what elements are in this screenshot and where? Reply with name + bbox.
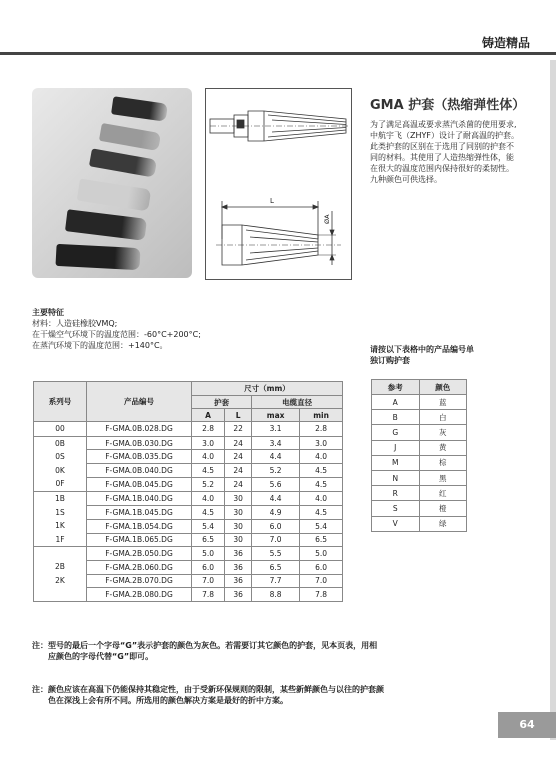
series-value: 0F [55,479,65,489]
color-ref-cell: J [372,440,420,455]
color-row [372,455,467,470]
min-cell: 4.0 [300,450,343,464]
table-row [34,436,343,450]
description-line: 此类护套的区别在于选用了同别的护套不 [370,142,514,151]
code-cell: F-GMA.1B.045.DG [87,505,192,519]
note-1 [32,640,512,662]
l-cell: 30 [225,505,252,519]
sleeve-5 [65,209,147,241]
col-cable-diameter: 电缆直径 [252,396,343,409]
color-color-cell: 绿 [419,516,467,531]
l-cell: 36 [225,547,252,561]
description-line: 为了满足高温或要求蒸汽杀菌的使用要求, [370,120,517,129]
series-value: 1S [55,507,65,517]
sleeve-6 [55,244,140,270]
description-line: 在很大的温度范围内保持很好的柔韧性。 [370,164,514,173]
code-cell: F-GMA.2B.080.DG [87,588,192,602]
series-value: 2B [55,562,65,572]
a-cell: 5.4 [192,519,225,533]
main-features [32,307,332,351]
technical-drawing [205,88,352,280]
min-cell: 4.5 [300,478,343,492]
a-cell: 7.0 [192,574,225,588]
a-cell: 4.5 [192,464,225,478]
code-cell: F-GMA.1B.065.DG [87,533,192,547]
min-cell: 4.0 [300,491,343,505]
l-cell: 36 [225,560,252,574]
color-row [372,410,467,425]
color-color-cell: 灰 [419,425,467,440]
a-cell: 2.8 [192,422,225,437]
series-value: 1F [55,534,65,544]
order-note-line: 独订购护套 [370,356,410,365]
max-cell: 3.1 [252,422,300,437]
l-cell: 22 [225,422,252,437]
a-cell: 4.0 [192,450,225,464]
drawing-svg [206,89,351,279]
max-cell: 6.0 [252,519,300,533]
product-photo [32,88,192,278]
note-line: 应颜色的字母代替“G”即可。 [48,652,154,661]
note-line: 型号的最后一个字母“G”表示护套的颜色为灰色。若需要订其它颜色的护套，见本页表，用相 [48,641,378,650]
series-value: 0S [55,452,65,462]
series-value: 0K [55,465,65,475]
col-series: 系列号 [34,382,87,422]
a-cell: 4.5 [192,505,225,519]
description-line: 同的材料。其使用了人造热缩弹性体，能 [370,153,514,162]
sleeve-1 [111,96,168,121]
order-note [370,344,540,366]
l-cell: 24 [225,478,252,492]
code-cell: F-GMA.0B.045.DG [87,478,192,492]
l-cell: 30 [225,519,252,533]
color-row [372,395,467,410]
l-cell: 24 [225,436,252,450]
col-min: min [300,409,343,422]
series-value: 1K [55,521,65,531]
product-title: GMA 护套（热缩弹性体） [370,98,526,113]
max-cell: 6.5 [252,560,300,574]
a-cell: 5.0 [192,547,225,561]
max-cell: 8.8 [252,588,300,602]
col-ref: 参考 [372,380,420,395]
col-sheath: 护套 [192,396,252,409]
code-cell: F-GMA.0B.035.DG [87,450,192,464]
color-color-cell: 黄 [419,440,467,455]
color-ref-cell: B [372,410,420,425]
header-band [0,0,556,50]
color-ref-cell: R [372,486,420,501]
min-cell: 6.0 [300,560,343,574]
col-color: 颜色 [419,380,467,395]
min-cell: 5.0 [300,547,343,561]
note-prefix: 注： [32,685,48,694]
min-cell: 5.4 [300,519,343,533]
max-cell: 5.6 [252,478,300,492]
color-ref-cell: A [372,395,420,410]
color-row [372,470,467,485]
l-cell: 36 [225,588,252,602]
feature-line: 材料：人造硅橡胶VMQ; [32,319,118,328]
color-ref-cell: N [372,470,420,485]
header-title: 铸造精品 [481,36,530,50]
max-cell: 4.4 [252,491,300,505]
series-cell [34,547,87,601]
code-cell: F-GMA.2B.050.DG [87,547,192,561]
color-color-cell: 蓝 [419,395,467,410]
color-ref-cell: V [372,516,420,531]
color-table [371,379,467,532]
min-cell: 6.5 [300,533,343,547]
a-cell: 5.2 [192,478,225,492]
col-size: 尺寸（mm） [192,382,343,396]
series-cell [34,491,87,546]
max-cell: 3.4 [252,436,300,450]
dim-length-label: L [270,197,274,205]
series-value: 0B [55,438,65,448]
code-cell: F-GMA.2B.070.DG [87,574,192,588]
series-cell [34,436,87,491]
l-cell: 30 [225,491,252,505]
a-cell: 6.5 [192,533,225,547]
spec-table [33,381,343,602]
dim-diameter-label: ØA [323,214,331,224]
sleeve-3 [89,148,157,177]
description-line: 中航宇飞（ZHYF）设计了耐高温的护套。 [370,131,519,140]
series-value: 2K [55,576,65,586]
series-value: 1B [55,493,65,503]
color-ref-cell: M [372,455,420,470]
color-ref-cell: G [372,425,420,440]
color-color-cell: 红 [419,486,467,501]
min-cell: 7.0 [300,574,343,588]
note-prefix: 注： [32,641,48,650]
code-cell: F-GMA.0B.028.DG [87,422,192,437]
series-value: 00 [55,424,65,433]
note-line: 色在深浅上会有所不同。所选用的颜色解决方案是最好的折中方案。 [48,696,288,705]
color-ref-cell: S [372,501,420,516]
header-rule [0,52,556,55]
col-l: L [225,409,252,422]
min-cell: 2.8 [300,422,343,437]
a-cell: 7.8 [192,588,225,602]
color-color-cell: 橙 [419,501,467,516]
feature-line: 在干燥空气环境下的温度范围：-60°C+200°C; [32,330,201,339]
col-a: A [192,409,225,422]
max-cell: 4.4 [252,450,300,464]
page-number: 64 [519,718,535,731]
note-2 [32,684,512,706]
color-row [372,501,467,516]
code-cell: F-GMA.1B.040.DG [87,491,192,505]
color-table-body [372,395,467,532]
color-row [372,486,467,501]
a-cell: 4.0 [192,491,225,505]
color-row [372,516,467,531]
description-line: 九种颜色可供选择。 [370,175,442,184]
sleeve-4 [77,179,152,212]
min-cell: 4.5 [300,505,343,519]
product-description [370,119,535,185]
min-cell: 4.5 [300,464,343,478]
color-color-cell: 棕 [419,455,467,470]
code-cell: F-GMA.1B.054.DG [87,519,192,533]
sleeve-profile [222,225,318,265]
max-cell: 7.7 [252,574,300,588]
l-cell: 36 [225,574,252,588]
feature-line: 在蒸汽环境下的温度范围：+140°C。 [32,341,168,350]
l-cell: 24 [225,464,252,478]
max-cell: 5.2 [252,464,300,478]
code-cell: F-GMA.0B.040.DG [87,464,192,478]
a-cell: 6.0 [192,560,225,574]
note-line: 颜色应该在高温下仍能保持其稳定性，由于受新环保规则的限制，某些新鲜颜色与以往的护套颜 [48,685,384,694]
code-cell: F-GMA.0B.030.DG [87,436,192,450]
table-row [34,422,343,437]
sleeve-dimension-view [216,201,341,265]
side-strip [550,60,556,740]
color-row [372,440,467,455]
max-cell: 4.9 [252,505,300,519]
l-cell: 24 [225,450,252,464]
connector-window [237,120,244,128]
connector-assembly-view [210,111,348,141]
color-color-cell: 黑 [419,470,467,485]
spec-table-body [34,422,343,602]
a-cell: 3.0 [192,436,225,450]
color-row [372,425,467,440]
max-cell: 5.5 [252,547,300,561]
table-row [34,547,343,561]
col-max: max [252,409,300,422]
code-cell: F-GMA.2B.060.DG [87,560,192,574]
col-product-code: 产品编号 [87,382,192,422]
features-heading: 主要特征 [32,308,64,317]
sleeve-2 [99,123,161,151]
min-cell: 7.8 [300,588,343,602]
order-note-line: 请按以下表格中的产品编号单 [370,345,474,354]
table-row [34,491,343,505]
series-cell [34,422,87,437]
color-color-cell: 白 [419,410,467,425]
min-cell: 3.0 [300,436,343,450]
l-cell: 30 [225,533,252,547]
max-cell: 7.0 [252,533,300,547]
